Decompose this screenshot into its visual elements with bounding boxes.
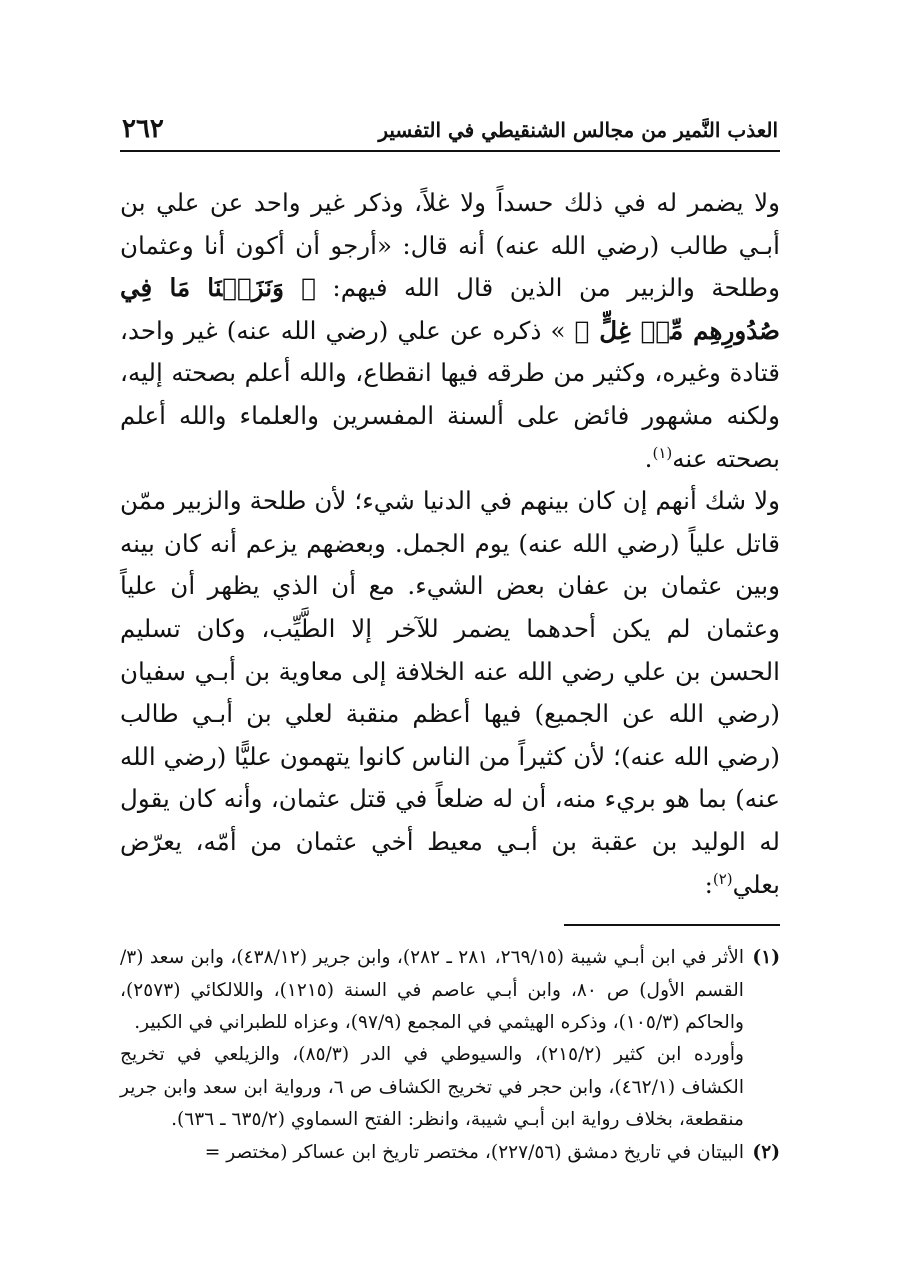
footnote-1 [120, 942, 780, 1136]
paragraph-1-end: . [644, 443, 653, 473]
page-header [120, 110, 780, 152]
paragraph-1-part-b: » ذكره عن علي (رضي الله عنه) غير واحد، قتادة وغيره، وكثير من طرقه فيها انقطاع، والله أعلم بصحته إليه، ولكنه مشهور فائض على ألسنة المفسرين والعلماء والله أعلم بصحته عنه [120, 315, 780, 473]
footnote-2-content [120, 1137, 744, 1169]
paragraph-2 [120, 480, 780, 906]
paragraph-1 [120, 182, 780, 480]
paragraph-2-end: : [704, 869, 713, 899]
footnote-2 [120, 1137, 780, 1169]
paragraph-2-text: ولا شك أنهم إن كان بينهم في الدنيا شيء؛ لأن طلحة والزبير ممّن قاتل علياً (رضي الله عنه) يوم الجمل. وبعضهم يزعم أنه كان بينه وبين عثمان بن عفان بعض الشيء. مع أن الذي يظهر أن علياً وعثمان لم يكن أحدهما يضمر للآخر إلا الطَّيِّب، وكان تسليم الحسن بن علي رضي الله عنه الخلافة إلى معاوية بن أبـي سفيان (رضي الله عن الجميع) فيها أعظم منقبة لعلي بن أبـي طالب (رضي الله عنه)؛ لأن كثيراً من الناس كانوا يتهمون عليًّا (رضي الله عنه) بما هو بريء منه، أن له ضلعاً في قتل عثمان، وأنه كان يقول له الوليد بن عقبة بن أبـي معيط أخي عثمان من أمّه، يعرّض بعلي [120, 486, 780, 899]
footnote-1-paragraph-1: الأثر في ابن أبـي شيبة (٢٦٩/١٥، ٢٨١ ـ ٢٨٢)، وابن جرير (٤٣٨/١٢)، وابن سعد (٣/القسم الأول) ص ٨٠، وابن أبـي عاصم في السنة (١٢١٥)، واللالكائي (٢٥٧٣)، والحاكم (١٠٥/٣)، وذكره الهيثمي في المجمع (٩٧/٩)، وعزاه للطبراني في الكبير. [120, 947, 744, 1033]
footnote-2-number: (٢) [752, 1141, 780, 1163]
paragraph-1-part-a: ولا يضمر له في ذلك حسداً ولا غلاً، وذكر غير واحد عن علي بن أبـي طالب (رضي الله عنه) أنه قال: «أرجو أن أكون أنا وعثمان وطلحة والزبير من الذين قال الله فيهم: [120, 188, 781, 303]
page-number: ٢٦٢ [122, 114, 164, 144]
footnote-ref-1[interactable]: (١) [652, 443, 673, 462]
footnote-separator [564, 924, 780, 926]
book-page [120, 110, 780, 1169]
footnote-1-content [120, 942, 744, 1136]
footnote-ref-2[interactable]: (٢) [712, 869, 733, 888]
quran-verse: ﴿ وَنَزَعۡنَا مَا فِي صُدُورِهِم مِّنۡ غِلٍّ ﴾ [120, 273, 780, 345]
footnote-1-number: (١) [752, 947, 780, 969]
footnote-1-paragraph-2: وأورده ابن كثير (٢١٥/٢)، والسيوطي في الدر (٨٥/٣)، والزيلعي في تخريج الكشاف (٤٦٢/١)، وابن حجر في تخريج الكشاف ص ٦، ورواية ابن سعد وابن جرير منقطعة، بخلاف رواية ابن أبـي شيبة، وانظر: الفتح السماوي (٦٣٥/٢ ـ ٦٣٦). [120, 1044, 744, 1131]
main-text [120, 182, 780, 906]
footnotes [120, 942, 780, 1169]
footnote-2-text: البيتان في تاريخ دمشق (٢٢٧/٥٦)، مختصر تاريخ ابن عساكر (مختصر = [204, 1141, 744, 1163]
running-title: العذب النَّمير من مجالس الشنقيطي في التفسير [378, 118, 778, 142]
